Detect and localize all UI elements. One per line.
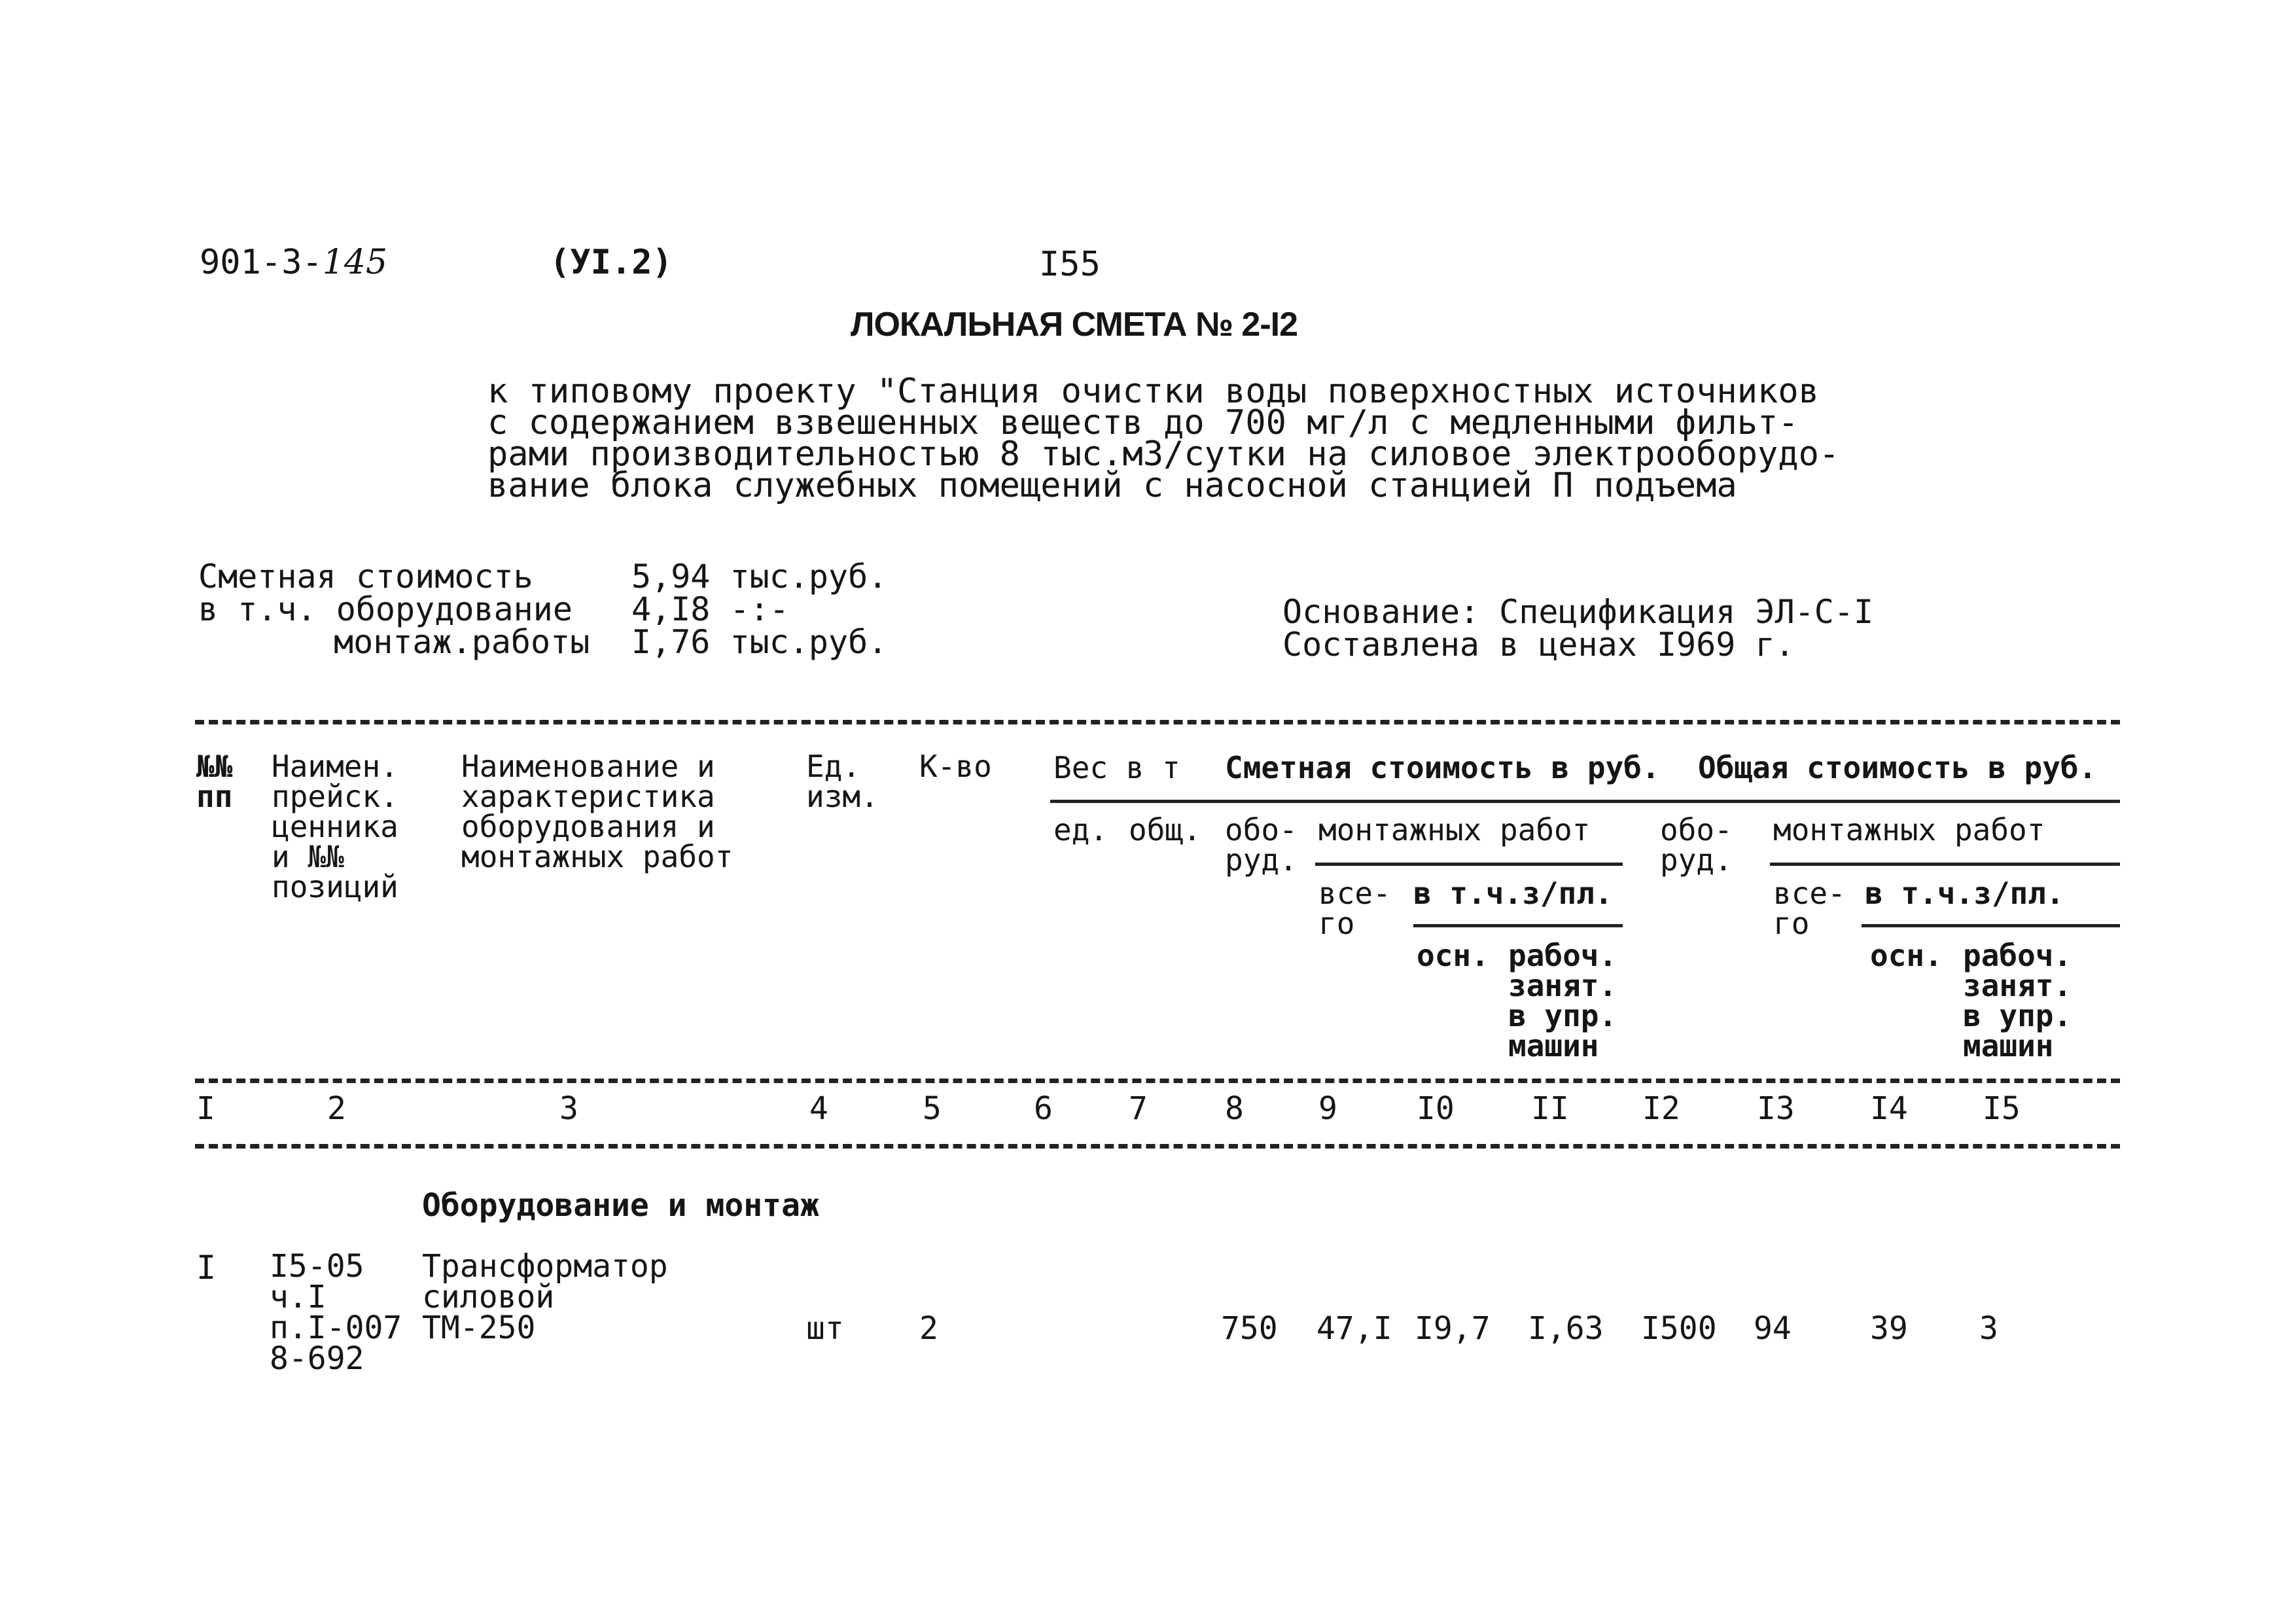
- row-number: I: [196, 1249, 217, 1287]
- works-value: I,76 тыс.руб.: [631, 623, 888, 661]
- cost-value: 5,94 тыс.руб.: [631, 558, 888, 596]
- col-header-works-unit: монтажных работ: [1318, 812, 1591, 847]
- row-wages-machine-total: 3: [1979, 1310, 1998, 1347]
- subtitle-line: с содержанием взвешенных веществ до 700 мг/л с медленными фильт-: [487, 403, 1799, 442]
- header-rule-main: [1050, 800, 2120, 803]
- row-quantity: 2: [919, 1310, 938, 1347]
- column-number: 5: [923, 1090, 942, 1127]
- column-number: I: [196, 1090, 215, 1127]
- header-rule-works-total: [1770, 863, 2120, 866]
- col-header-equip-unit: обо- руд.: [1225, 812, 1298, 878]
- row-wages-basic-total: 39: [1870, 1310, 1908, 1347]
- column-number: I0: [1417, 1090, 1455, 1127]
- equipment-label: в т.ч. оборудование: [198, 590, 573, 628]
- document-code-printed: 901-3-: [200, 243, 323, 282]
- col-header-machine-unit: рабоч. занят. в упр. машин: [1508, 938, 1617, 1063]
- row-equip-unit: 750: [1221, 1310, 1278, 1347]
- row-name: Трансформатор силовой ТМ-250: [422, 1248, 668, 1347]
- cost-label: Сметная стоимость: [198, 558, 533, 596]
- page-number: I55: [1039, 245, 1101, 284]
- header-rule-wages-unit: [1413, 924, 1623, 927]
- col-header-quantity: К-во: [919, 749, 992, 784]
- table-top-rule: [195, 720, 2120, 724]
- row-equip-total: I500: [1641, 1310, 1717, 1347]
- col-header-basic-unit: осн.: [1417, 938, 1489, 973]
- col-header-total-cost: Общая стоимость в руб.: [1698, 750, 2097, 785]
- col-header-weight: Вес в т: [1053, 750, 1180, 785]
- column-number: I5: [1983, 1090, 2021, 1127]
- col-header-works-total: монтажных работ: [1773, 812, 2045, 847]
- column-number: 3: [559, 1090, 578, 1127]
- works-label: монтаж.работы: [334, 623, 590, 661]
- col-header-weight-total: общ.: [1129, 812, 1201, 847]
- document-title: ЛОКАЛЬНАЯ СМЕТА № 2-I2: [851, 306, 1298, 344]
- header-rule-works-unit: [1315, 863, 1623, 866]
- column-number: I2: [1642, 1090, 1680, 1127]
- col-header-unit-cost: Сметная стоимость в руб.: [1225, 750, 1660, 785]
- prices-note: Составлена в ценах I969 г.: [1282, 626, 1795, 664]
- header-bottom-rule: [195, 1079, 2120, 1083]
- column-number: 8: [1225, 1090, 1244, 1127]
- column-number: 6: [1034, 1090, 1053, 1127]
- column-number: II: [1531, 1090, 1569, 1127]
- col-header-works-unit-all: все- го: [1318, 876, 1391, 941]
- row-works-total: 94: [1754, 1310, 1792, 1347]
- document-code-handwritten: 145: [322, 243, 388, 282]
- col-header-name: Наименование и характеристика оборудования и монтажных работ: [461, 749, 733, 874]
- column-number: 4: [809, 1090, 828, 1127]
- column-number: 7: [1129, 1090, 1148, 1127]
- column-number: 2: [327, 1090, 346, 1127]
- col-header-unit: Ед. изм.: [806, 749, 879, 814]
- subtitle-line: к типовому проекту "Станция очистки воды поверхностных источников: [487, 372, 1819, 411]
- col-header-equip-total: обо- руд.: [1660, 812, 1733, 878]
- document-section: (УI.2): [550, 243, 673, 282]
- subtitle-line: вание блока служебных помещений с насосной станцией П подъема: [487, 466, 1737, 505]
- basis-note: Основание: Спецификация ЭЛ-С-I: [1282, 593, 1874, 631]
- col-header-wages-unit: в т.ч.з/пл.: [1413, 876, 1613, 911]
- col-header-weight-unit: ед.: [1053, 812, 1108, 847]
- row-wages-machine-unit: I,63: [1528, 1310, 1604, 1347]
- col-header-price-ref: Наимен. прейск. ценника и №№ позиций: [272, 749, 398, 904]
- col-header-wages-total: в т.ч.з/пл.: [1865, 876, 2064, 911]
- row-price-ref: I5-05 ч.I п.I-007 8-692: [270, 1248, 402, 1378]
- col-header-works-total-all: все- го: [1773, 876, 1846, 941]
- column-numbers-rule: [195, 1144, 2120, 1149]
- col-header-number: №№ пп: [196, 749, 233, 814]
- col-header-machine-total: рабоч. занят. в упр. машин: [1963, 938, 2072, 1063]
- column-number: I3: [1757, 1090, 1795, 1127]
- header-rule-wages-total: [1862, 924, 2120, 927]
- col-header-basic-total: осн.: [1870, 938, 1943, 973]
- section-title: Оборудование и монтаж: [422, 1187, 819, 1224]
- document-code: [200, 243, 388, 282]
- column-number: I4: [1870, 1090, 1908, 1127]
- column-number: 9: [1318, 1090, 1337, 1127]
- row-works-total-unit: 47,I: [1316, 1310, 1392, 1347]
- row-wages-basic-unit: I9,7: [1415, 1310, 1491, 1347]
- subtitle-line: рами производительностью 8 тыс.м3/сутки на силовое электрооборудо-: [487, 435, 1840, 474]
- row-unit: шт: [806, 1310, 844, 1347]
- equipment-value: 4,I8 -:-: [631, 590, 789, 628]
